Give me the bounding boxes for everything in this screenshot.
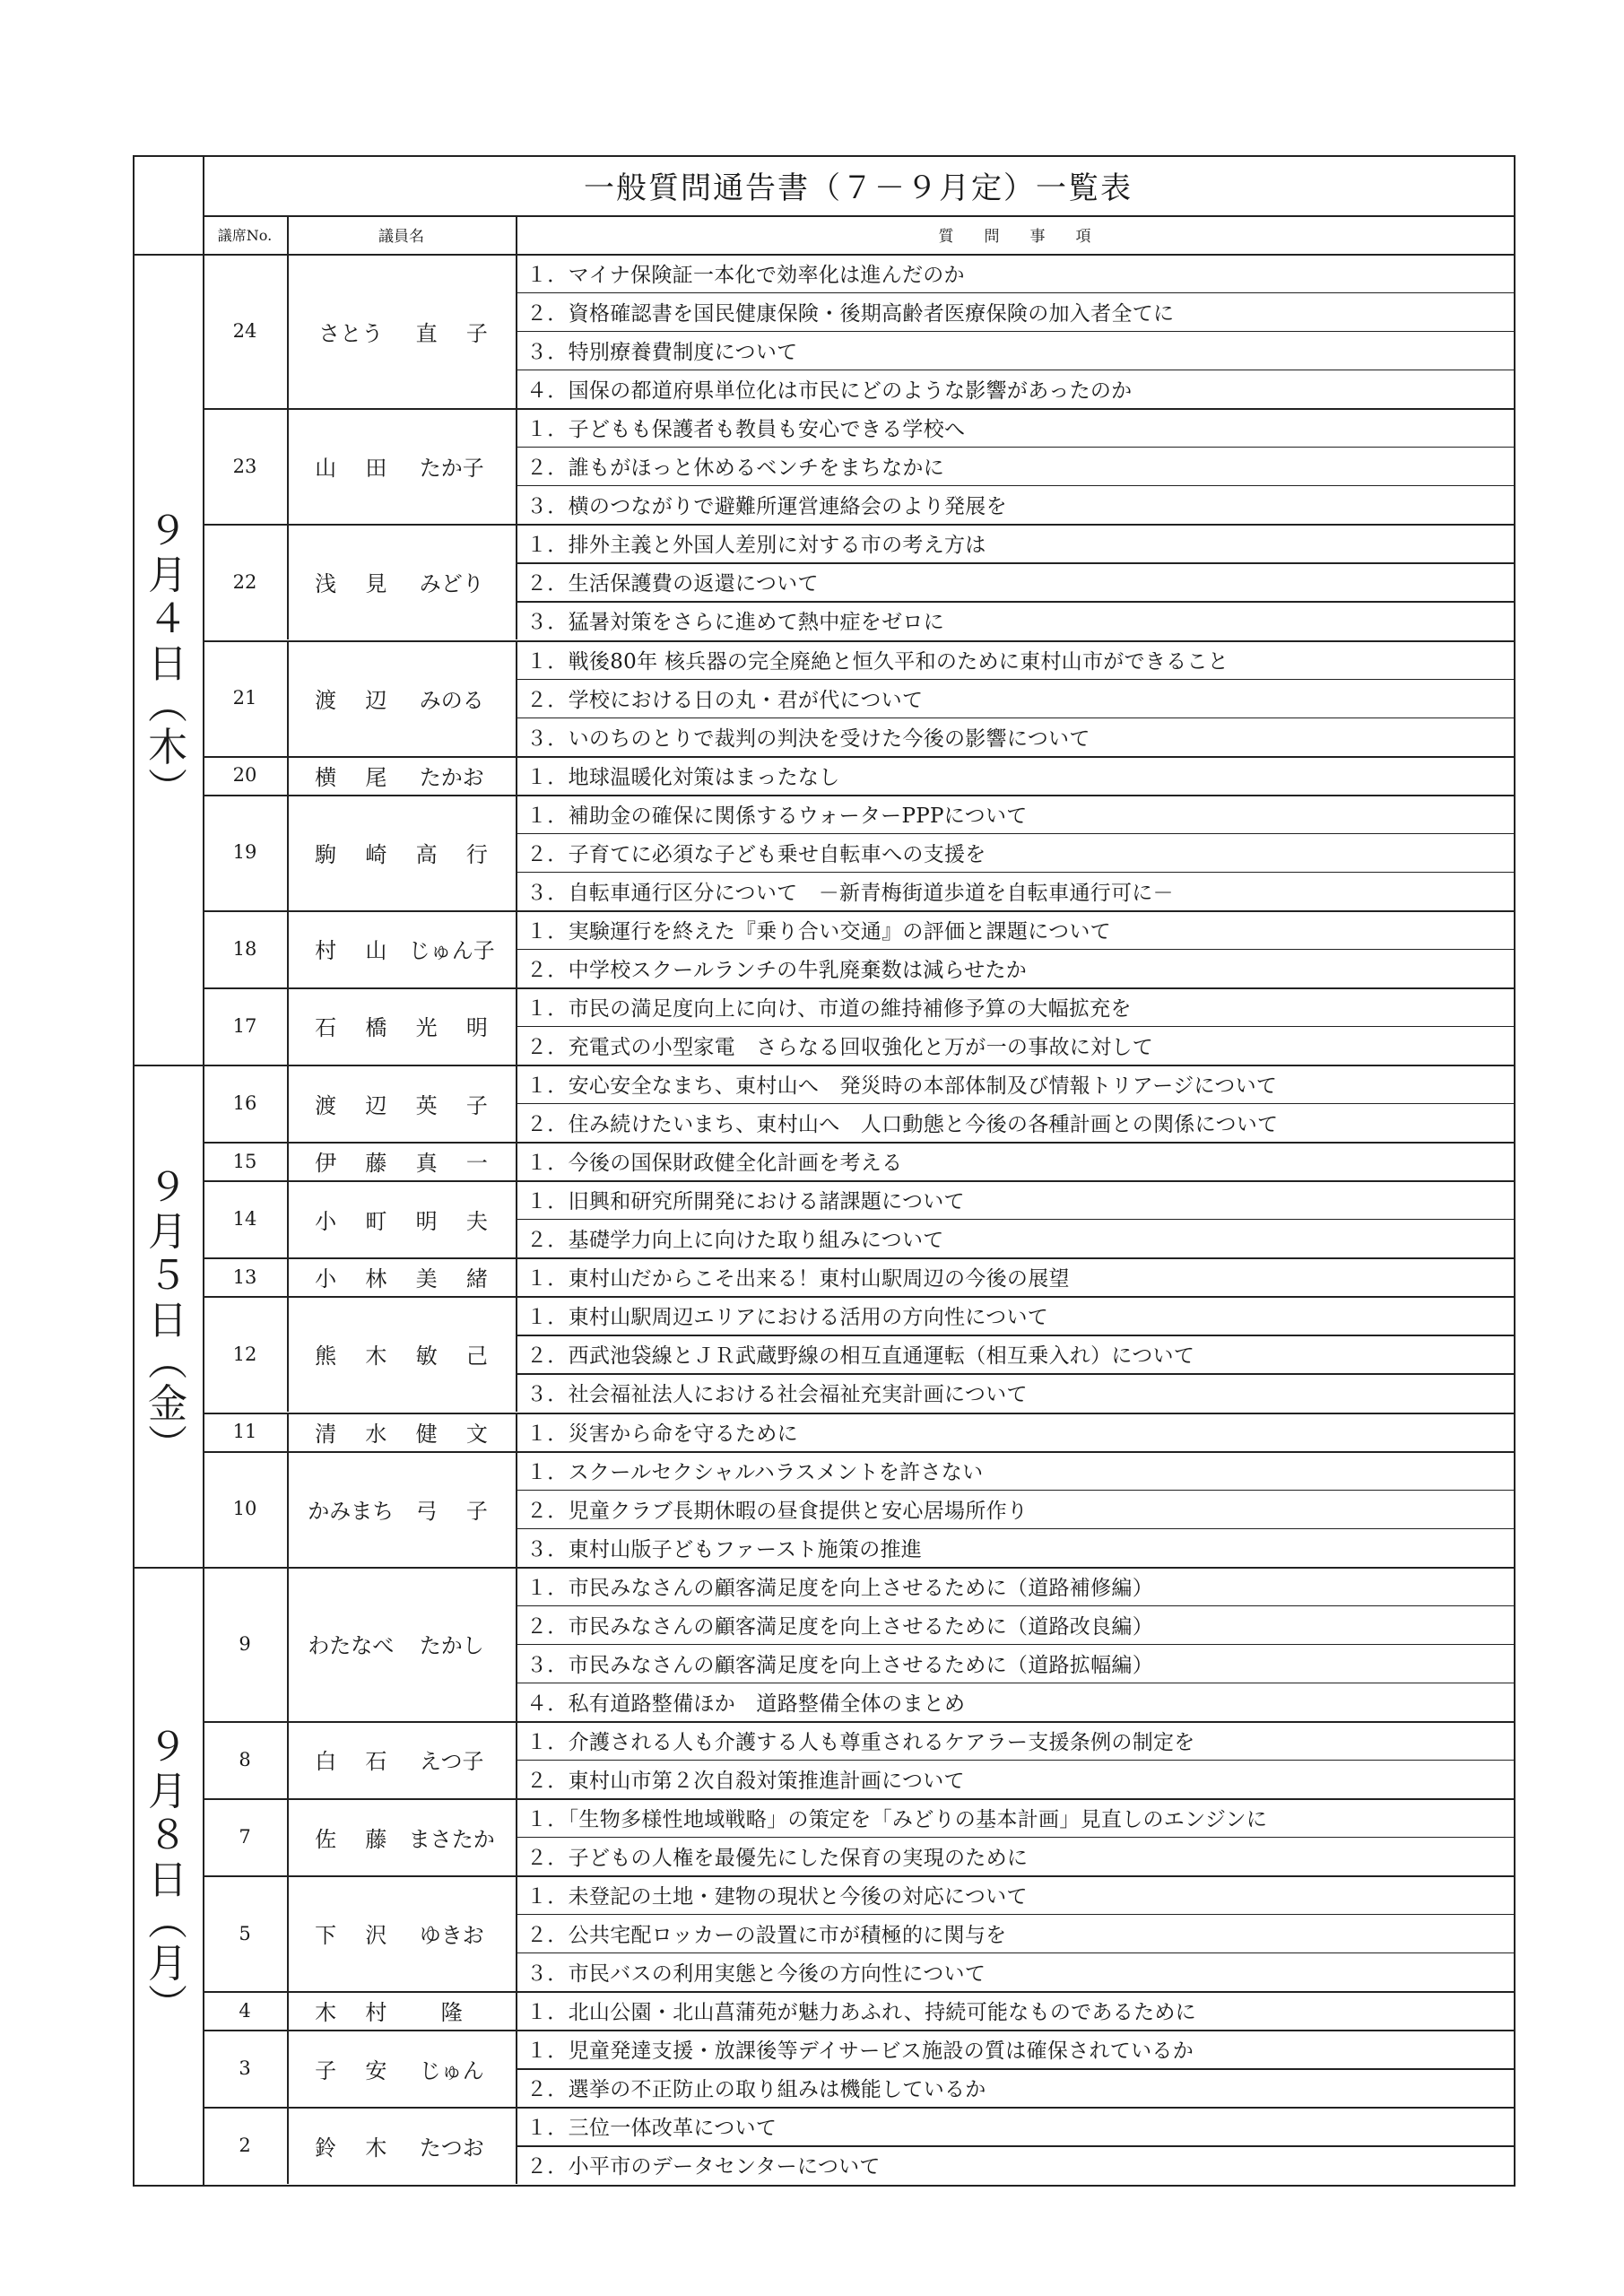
question-item: １．市民みなさんの顧客満足度を向上させるために（道路補修編）: [526, 1576, 1153, 1600]
question-item: １．地球温暖化対策はまったなし: [526, 765, 840, 789]
member-name-part: 子: [465, 320, 488, 346]
question-item: １．戦後80年 核兵器の完全廃絶と恒久平和のために東村山市ができること: [526, 649, 1229, 674]
member-name-part: 林: [365, 1266, 387, 1292]
member-name-part: 緒: [465, 1266, 488, 1292]
question-item: １．東村山だからこそ出来る！東村山駅周辺の今後の展望: [526, 1267, 1070, 1292]
question-item: ３．東村山版子どもファースト施策の推進: [526, 1537, 923, 1561]
member-name-part: 村: [365, 2000, 387, 2026]
question-column-divider: [516, 2107, 517, 2184]
member-name-part: 水: [365, 1421, 387, 1447]
member-name-part: 子: [465, 1498, 488, 1524]
open-paren-glyph: ︵: [148, 682, 187, 728]
question-item: １．「生物多様性地域戦略」の策定を「みどりの基本計画」見直しのエンジンに: [526, 1808, 1268, 1832]
member-name-part: 辺: [365, 687, 387, 713]
question-item: １．スクールセクシャルハラスメントを許さない: [526, 1460, 984, 1484]
member-name-part: 清: [315, 1421, 337, 1447]
member-rule: [203, 910, 1514, 912]
member-name-part: 己: [465, 1344, 488, 1370]
member-name-part: 浅: [315, 571, 337, 597]
question-item: １．補助金の確保に関係するウォーターPPPについて: [526, 804, 1028, 828]
name-column-divider: [287, 1257, 289, 1296]
seat-number: 24: [232, 320, 257, 343]
question-item: １．東村山駅周辺エリアにおける活用の方向性について: [526, 1306, 1049, 1330]
weekday: 金: [148, 1380, 187, 1427]
member-rule: [203, 1721, 1514, 1723]
member-name-part: 石: [315, 1015, 337, 1041]
member-name: [287, 1721, 516, 1798]
member-name-part: 健: [415, 1421, 438, 1447]
document-title: 一般質問通告書（７－９月定）一覧表: [584, 170, 1133, 206]
question-item: １．市民の満足度向上に向け、市道の維持補修予算の大幅拡充を: [526, 996, 1132, 1021]
date-character: ９: [148, 1724, 187, 1770]
group-rule: [133, 2185, 1515, 2187]
member-name-part: 橋: [365, 1015, 387, 1041]
question-item: １．マイナ保険証一本化で効率化は進んだのか: [526, 264, 965, 288]
close-paren-glyph: ︶: [148, 1422, 187, 1469]
member-name: [287, 2107, 516, 2184]
seat-number: 12: [232, 1343, 257, 1365]
meeting-date: [133, 1065, 203, 1567]
question-rule: [516, 447, 1514, 448]
member-name-part: 木: [315, 2000, 337, 2026]
question-item: １．今後の国保財政健全化計画を考える: [526, 1152, 903, 1176]
question-item: ３．特別療養費制度について: [526, 341, 798, 365]
date-character: 日: [148, 1297, 187, 1344]
date-character: 月: [148, 552, 187, 599]
question-rule: [516, 1644, 1514, 1645]
seat-number: 11: [232, 1421, 257, 1443]
name-column-divider: [287, 1296, 289, 1412]
name-column-divider: [287, 756, 289, 795]
member-name-part: 町: [365, 1208, 387, 1234]
name-column-divider: [287, 910, 289, 987]
meeting-date: [133, 254, 203, 1065]
question-item: １．児童発達支援・放課後等デイサービス施設の質は確保されているか: [526, 2039, 1194, 2064]
date-character: 月: [148, 1208, 187, 1255]
title-divider: [203, 215, 1514, 217]
member-name: [287, 1142, 516, 1180]
question-column-divider: [516, 1065, 517, 1142]
member-name-part: 白: [315, 1749, 337, 1775]
member-name: [287, 1257, 516, 1296]
date-character: ９: [148, 508, 187, 554]
member-name-part: じゅん: [419, 2057, 484, 2083]
member-name: [287, 254, 516, 408]
question-item: ２．小平市のデータセンターについて: [526, 2155, 881, 2179]
question-item: ２．誰もがほっと休めるベンチをまちなかに: [526, 457, 944, 481]
seat-number: 7: [239, 1826, 251, 1848]
question-column-divider: [516, 1991, 517, 2030]
question-rule: [516, 833, 1514, 834]
seat-number: 2: [239, 2135, 251, 2157]
member-name: [287, 524, 516, 639]
meeting-date: [133, 1567, 203, 2185]
question-item: １．北山公園・北山菖蒲苑が魅力あふれ、持続可能なものであるために: [526, 2001, 1196, 2025]
member-rule: [203, 1798, 1514, 1800]
question-column-divider: [516, 254, 517, 408]
member-rule: [203, 795, 1514, 796]
header-divider: [287, 215, 289, 254]
header-bottom-rule: [133, 254, 1515, 256]
group-rule: [133, 1065, 1515, 1066]
question-rule: [516, 562, 1514, 563]
question-item: ２．学校における日の丸・君が代について: [526, 688, 924, 712]
question-item: ３．いのちのとりで裁判の判決を受けた今後の影響について: [526, 726, 1090, 751]
name-column-divider: [287, 1413, 289, 1451]
question-column-divider: [516, 1180, 517, 1257]
question-item: ４．国保の都道府県単位化は市民にどのような影響があったのか: [526, 379, 1133, 404]
member-name-part: 尾: [365, 764, 387, 790]
member-name-part: 村: [315, 938, 337, 964]
question-column-divider: [516, 910, 517, 987]
member-name-part: 一: [465, 1151, 488, 1177]
question-rule: [516, 949, 1514, 950]
question-rule: [516, 1760, 1514, 1761]
member-rule: [203, 524, 1514, 526]
seat-number: 15: [232, 1150, 257, 1172]
member-name-part: 高: [415, 841, 438, 867]
name-column-divider: [287, 1721, 289, 1798]
member-name-part: 敏: [415, 1344, 438, 1370]
member-name: [287, 1180, 516, 1257]
member-name-part: たか子: [419, 456, 484, 482]
member-name-part: 木: [365, 2135, 387, 2161]
close-paren-glyph: ︶: [148, 1982, 187, 2029]
member-name: [287, 1567, 516, 1721]
member-rule: [203, 1257, 1514, 1259]
member-name-part: 真: [415, 1151, 438, 1177]
question-item: ２．公共宅配ロッカーの設置に市が積極的に関与を: [526, 1924, 1007, 1948]
group-rule: [133, 1567, 1515, 1569]
question-item: １．排外主義と外国人差別に対する市の考え方は: [526, 534, 986, 558]
name-column-divider: [287, 524, 289, 639]
weekday: 木: [148, 724, 187, 770]
member-name-part: 鈴: [315, 2135, 337, 2161]
question-item: ３．自転車通行区分について －新青梅街道歩道を自転車通行可に－: [526, 881, 1174, 905]
name-column-divider: [287, 1567, 289, 1721]
name-column-divider: [287, 1875, 289, 1991]
member-name-part: わたなべ: [308, 1633, 395, 1659]
question-item: １．未登記の土地・建物の現状と今後の対応について: [526, 1885, 1028, 1909]
question-rule: [516, 485, 1514, 486]
member-name: [287, 795, 516, 910]
member-name: [287, 640, 516, 756]
question-item: ２．市民みなさんの顧客満足度を向上させるために（道路改良編）: [526, 1614, 1153, 1639]
member-name-part: 夫: [465, 1208, 488, 1234]
header-member-name: 議員名: [378, 228, 424, 246]
date-character: ５: [148, 1253, 187, 1300]
question-column-divider: [516, 1413, 517, 1451]
outer-border-top: [133, 155, 1515, 157]
question-rule: [516, 2145, 1514, 2146]
question-column-divider: [516, 1257, 517, 1296]
member-name-part: 佐: [315, 1826, 337, 1852]
question-column-divider: [516, 2030, 517, 2107]
seat-number: 16: [232, 1092, 257, 1115]
member-name-part: 辺: [365, 1092, 387, 1118]
outer-border-left: [133, 155, 135, 2187]
header-divider: [516, 215, 517, 254]
question-item: ４．私有道路整備ほか 道路整備全体のまとめ: [526, 1692, 966, 1716]
name-column-divider: [287, 640, 289, 756]
date-character: ９: [148, 1164, 187, 1211]
member-name: [287, 756, 516, 795]
seat-number: 18: [232, 937, 257, 960]
outer-border-right: [1514, 155, 1515, 2187]
seat-number: 10: [232, 1498, 257, 1520]
member-name-part: 山: [365, 938, 387, 964]
seat-number: 20: [232, 764, 257, 787]
question-item: ３．猛暑対策をさらに進めて熱中症をゼロに: [526, 611, 944, 635]
name-column-divider: [287, 254, 289, 408]
question-column-divider: [516, 1721, 517, 1798]
member-name-part: 伊: [315, 1151, 337, 1177]
seat-number: 21: [232, 687, 257, 709]
name-column-divider: [287, 2107, 289, 2184]
member-name-part: 藤: [365, 1826, 387, 1852]
question-item: ２．子どもの人権を最優先にした保育の実現のために: [526, 1847, 1029, 1871]
question-column-divider: [516, 408, 517, 524]
open-paren-glyph: ︵: [148, 1338, 187, 1385]
member-name-part: 安: [365, 2057, 387, 2083]
name-column-divider: [287, 1451, 289, 1567]
name-column-divider: [287, 1180, 289, 1257]
question-item: ３．社会福祉法人における社会福祉充実計画について: [526, 1383, 1028, 1407]
seat-number: 22: [232, 570, 257, 593]
question-column-divider: [516, 1142, 517, 1180]
question-item: １．実験運行を終えた『乗り合い交通』の評価と課題について: [526, 919, 1111, 944]
question-rule: [516, 1373, 1514, 1374]
name-column-divider: [287, 1798, 289, 1875]
member-rule: [203, 640, 1514, 642]
member-name-part: 渡: [315, 687, 337, 713]
member-name: [287, 987, 516, 1065]
open-paren-glyph: ︵: [148, 1898, 187, 1944]
member-name-part: 明: [415, 1208, 438, 1234]
question-item: １．子どもも保護者も教員も安心できる学校へ: [526, 418, 966, 442]
date-column-divider: [203, 155, 204, 2187]
question-column-divider: [516, 1567, 517, 1721]
date-character: 月: [148, 1769, 187, 1815]
name-column-divider: [287, 2030, 289, 2107]
close-paren-glyph: ︶: [148, 766, 187, 813]
member-name-part: 英: [415, 1092, 438, 1118]
header-seat-number: 議席No.: [217, 227, 273, 244]
seat-number: 8: [239, 1748, 251, 1770]
question-rule: [516, 1528, 1514, 1529]
question-rule: [516, 1490, 1514, 1491]
question-item: ２．生活保護費の返還について: [526, 572, 819, 596]
member-rule: [203, 756, 1514, 758]
member-name-part: まさたか: [408, 1826, 495, 1852]
question-rule: [516, 292, 1514, 293]
member-name-part: かみまち: [308, 1498, 395, 1524]
question-column-divider: [516, 1296, 517, 1412]
member-name: [287, 1991, 516, 2030]
member-name-part: 子: [465, 1092, 488, 1118]
member-name-part: 崎: [365, 841, 387, 867]
member-name: [287, 1413, 516, 1451]
seat-number: 17: [232, 1014, 257, 1037]
question-rule: [516, 1837, 1514, 1838]
member-name-part: 沢: [365, 1923, 387, 1949]
seat-number: 5: [239, 1922, 251, 1944]
question-item: １．旧興和研究所開発における諸課題について: [526, 1190, 965, 1214]
member-name-part: 行: [465, 841, 488, 867]
name-column-divider: [287, 1142, 289, 1180]
member-name-part: 駒: [315, 841, 337, 867]
question-item: ２．充電式の小型家電 さらなる回収強化と万が一の事故に対して: [526, 1036, 1153, 1060]
date-character: 日: [148, 640, 187, 687]
member-rule: [203, 2107, 1514, 2109]
member-name-part: 渡: [315, 1092, 337, 1118]
member-name-part: ゆきお: [419, 1923, 484, 1949]
date-character: ８: [148, 1813, 187, 1859]
question-item: １．三位一体改革について: [526, 2117, 777, 2141]
member-name-part: 光: [415, 1015, 438, 1041]
member-name-part: 明: [465, 1015, 488, 1041]
question-item: ２．西武池袋線とＪＲ武蔵野線の相互直通運転（相互乗入れ）について: [526, 1344, 1195, 1369]
member-rule: [203, 2030, 1514, 2031]
member-name: [287, 910, 516, 987]
question-rule: [516, 1026, 1514, 1027]
question-item: ２．選挙の不正防止の取り組みは機能しているか: [526, 2078, 986, 2102]
member-rule: [203, 1451, 1514, 1453]
seat-number: 4: [239, 1999, 251, 2022]
question-column-divider: [516, 795, 517, 910]
question-column-divider: [516, 987, 517, 1065]
member-rule: [203, 1296, 1514, 1298]
question-rule: [516, 331, 1514, 332]
member-name-part: 横: [315, 764, 337, 790]
member-name-part: 小: [315, 1266, 337, 1292]
question-item: ２．資格確認書を国民健康保険・後期高齢者医療保険の加入者全てに: [526, 302, 1175, 326]
member-name: [287, 2030, 516, 2107]
member-name: [287, 1798, 516, 1875]
question-rule: [516, 1914, 1514, 1915]
question-rule: [516, 1605, 1514, 1606]
member-name-part: 田: [365, 456, 387, 482]
member-name-part: さとう: [318, 320, 384, 346]
member-rule: [203, 1413, 1514, 1414]
member-rule: [203, 987, 1514, 989]
question-rule: [516, 679, 1514, 680]
question-item: ２．基礎学力向上に向けた取り組みについて: [526, 1229, 944, 1253]
question-rule: [516, 1103, 1514, 1104]
member-name: [287, 408, 516, 524]
member-rule: [203, 408, 1514, 410]
member-name-part: えつ子: [419, 1749, 484, 1775]
question-column-divider: [516, 756, 517, 795]
name-column-divider: [287, 987, 289, 1065]
member-name: [287, 1875, 516, 1991]
question-item: １．災害から命を守るために: [526, 1422, 798, 1446]
member-name-part: 隆: [440, 2000, 463, 2026]
member-name: [287, 1451, 516, 1567]
member-name-part: 美: [415, 1266, 438, 1292]
name-column-divider: [287, 408, 289, 524]
question-item: ３．市民バスの利用実態と今後の方向性について: [526, 1962, 986, 1987]
question-rule: [516, 2068, 1514, 2069]
member-name-part: みどり: [419, 571, 484, 597]
seat-number: 23: [232, 455, 257, 477]
question-column-divider: [516, 1875, 517, 1991]
weekday: 月: [148, 1940, 187, 1987]
name-column-divider: [287, 1065, 289, 1142]
name-column-divider: [287, 795, 289, 910]
member-name-part: たつお: [419, 2135, 484, 2161]
member-name-part: 子: [315, 2057, 337, 2083]
member-name-part: 熊: [315, 1344, 337, 1370]
member-name-part: 直: [415, 320, 438, 346]
member-name-part: 弓: [415, 1498, 438, 1524]
question-column-divider: [516, 524, 517, 639]
member-rule: [203, 1142, 1514, 1144]
member-rule: [203, 1180, 1514, 1182]
question-rule: [516, 1952, 1514, 1953]
question-item: ２．児童クラブ長期休暇の昼食提供と安心居場所作り: [526, 1499, 1029, 1523]
member-name-part: 小: [315, 1208, 337, 1234]
member-rule: [203, 1875, 1514, 1877]
member-name-part: 下: [315, 1923, 337, 1949]
question-item: ２．中学校スクールランチの牛乳廃棄数は減らせたか: [526, 958, 1028, 982]
seat-number: 14: [232, 1208, 257, 1231]
seat-number: 19: [232, 841, 257, 864]
question-rule: [516, 872, 1514, 873]
question-item: １．介護される人も介護する人も尊重されるケアラー支援条例の制定を: [526, 1730, 1195, 1754]
question-item: ２．住み続けたいまち、東村山へ 人口動態と今後の各種計画との関係について: [526, 1113, 1279, 1137]
seat-number: 13: [232, 1265, 257, 1288]
header-question-items: 質 問 事 項: [938, 228, 1091, 246]
member-name-part: たかし: [419, 1633, 484, 1659]
member-name-part: 山: [315, 456, 337, 482]
member-rule: [203, 1991, 1514, 1993]
member-name-part: 見: [365, 571, 387, 597]
member-name-part: 石: [365, 1749, 387, 1775]
member-name: [287, 1065, 516, 1142]
date-character: 日: [148, 1857, 187, 1903]
question-item: ２．子育てに必須な子ども乗せ自転車への支援を: [526, 842, 986, 866]
question-column-divider: [516, 640, 517, 756]
question-item: １．安心安全なまち、東村山へ 発災時の本部体制及び情報トリアージについて: [526, 1074, 1278, 1099]
member-name-part: みのる: [419, 687, 484, 713]
question-item: ３．市民みなさんの顧客満足度を向上させるために（道路拡幅編）: [526, 1653, 1153, 1677]
question-rule: [516, 601, 1514, 602]
seat-number: 3: [239, 2057, 251, 2080]
member-name-part: じゅん子: [408, 938, 495, 964]
question-column-divider: [516, 1451, 517, 1567]
question-rule: [516, 1219, 1514, 1220]
member-name-part: 木: [365, 1344, 387, 1370]
date-character: ４: [148, 596, 187, 643]
seat-number: 9: [239, 1632, 251, 1655]
member-name-part: 文: [465, 1421, 488, 1447]
name-column-divider: [287, 1991, 289, 2030]
question-item: ３．横のつながりで避難所運営連絡会のより発展を: [526, 495, 1007, 519]
member-name-part: 藤: [365, 1151, 387, 1177]
question-column-divider: [516, 1798, 517, 1875]
question-item: ２．東村山市第２次自殺対策推進計画について: [526, 1769, 965, 1793]
member-name-part: たかお: [419, 764, 484, 790]
member-name: [287, 1296, 516, 1412]
